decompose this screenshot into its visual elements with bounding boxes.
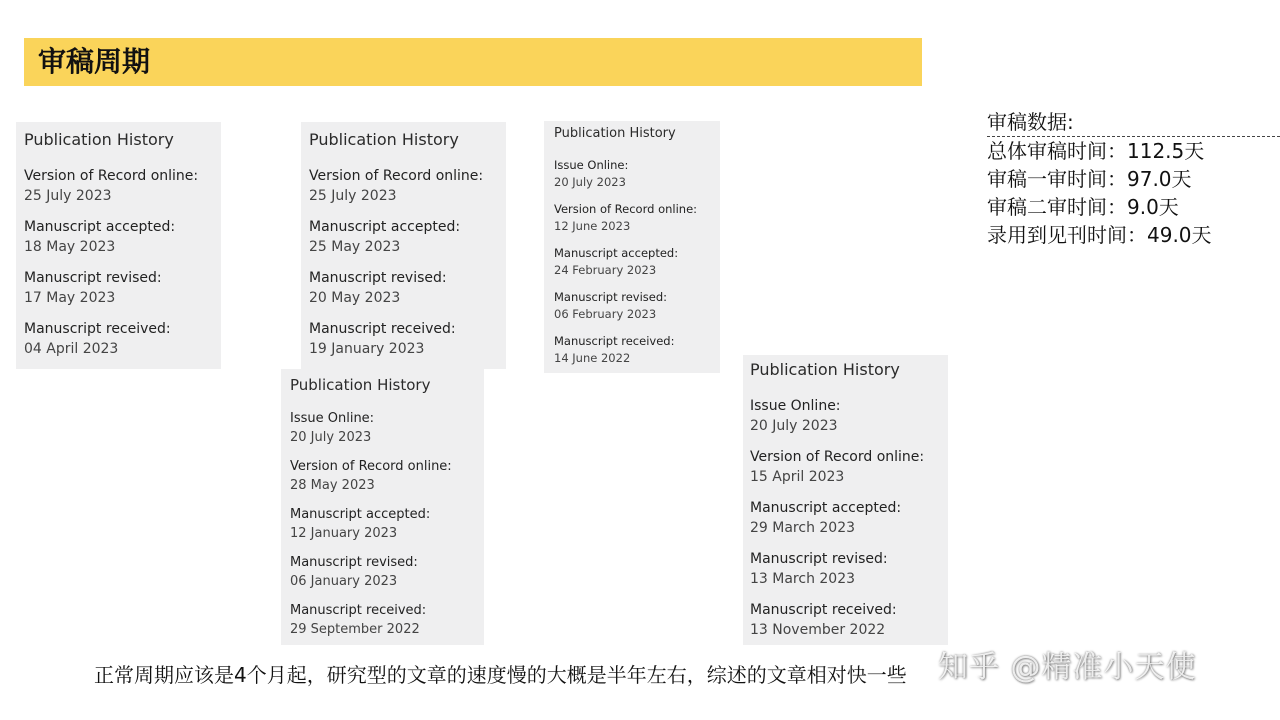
history-entry (309, 217, 498, 257)
history-entry (750, 600, 941, 640)
entry-date: 25 July 2023 (309, 188, 397, 204)
entry-date: 29 March 2023 (750, 520, 856, 536)
card-heading: Publication History (309, 130, 459, 149)
entry-label: Manuscript accepted: (309, 219, 461, 235)
history-entry (554, 201, 710, 235)
history-entry (554, 157, 710, 191)
entry-date: 06 February 2023 (554, 307, 657, 321)
card-heading: Publication History (554, 126, 676, 141)
entry-label: Manuscript accepted: (290, 507, 431, 522)
publication-history-card-4 (281, 369, 484, 645)
history-entry (24, 217, 213, 257)
history-entry (290, 457, 475, 495)
entry-date: 12 June 2023 (554, 219, 631, 233)
entry-date: 29 September 2022 (290, 622, 420, 637)
history-entry (290, 553, 475, 591)
entry-label: Manuscript received: (554, 334, 675, 348)
stats-accept-to-publish-time: 录用到见刊时间：49.0天 (987, 223, 1212, 247)
entry-date: 19 January 2023 (309, 341, 425, 357)
footer-note: 正常周期应该是4个月起，研究型的文章的速度慢的大概是半年左右，综述的文章相对快一些 (94, 663, 907, 687)
entry-label: Manuscript accepted: (24, 219, 176, 235)
entry-date: 20 May 2023 (309, 290, 401, 306)
entry-date: 24 February 2023 (554, 263, 657, 277)
publication-history-card-2 (301, 122, 506, 369)
entry-label: Version of Record online: (24, 168, 199, 184)
history-entry (290, 601, 475, 639)
entry-label: Manuscript revised: (554, 290, 668, 304)
entry-label: Version of Record online: (290, 459, 452, 474)
entry-label: Issue Online: (750, 398, 841, 414)
publication-history-card-3 (544, 121, 720, 373)
entry-label: Version of Record online: (750, 449, 925, 465)
entry-date: 13 March 2023 (750, 571, 856, 587)
entry-date: 17 May 2023 (24, 290, 116, 306)
entry-date: 13 November 2022 (750, 622, 886, 638)
history-entry (309, 166, 498, 206)
history-entry (750, 447, 941, 487)
stats-heading: 审稿数据: (987, 108, 1280, 137)
entry-label: Manuscript accepted: (554, 246, 679, 260)
publication-history-card-5 (743, 355, 948, 645)
entry-date: 20 July 2023 (290, 430, 372, 445)
page-title: 审稿周期 (38, 45, 151, 78)
entry-label: Manuscript revised: (750, 551, 888, 567)
entry-label: Issue Online: (554, 158, 629, 172)
entry-date: 25 July 2023 (24, 188, 112, 204)
history-entry (750, 396, 941, 436)
entry-date: 15 April 2023 (750, 469, 845, 485)
entry-date: 20 July 2023 (750, 418, 838, 434)
entry-label: Manuscript revised: (290, 555, 418, 570)
entry-date: 20 July 2023 (554, 175, 626, 189)
history-entry (24, 166, 213, 206)
entry-date: 12 January 2023 (290, 526, 398, 541)
watermark: 知乎 @精准小天使 (938, 650, 1197, 685)
history-entry (750, 498, 941, 538)
history-entry (290, 505, 475, 543)
history-entry (309, 319, 498, 359)
stats-second-review-time: 审稿二审时间：9.0天 (987, 195, 1179, 219)
entry-label: Manuscript received: (290, 603, 427, 618)
stats-first-review-time: 审稿一审时间：97.0天 (987, 167, 1192, 191)
entry-label: Manuscript revised: (309, 270, 447, 286)
entry-label: Version of Record online: (309, 168, 484, 184)
card-heading: Publication History (24, 130, 174, 149)
entry-label: Version of Record online: (554, 202, 698, 216)
review-stats (987, 108, 1280, 249)
entry-label: Manuscript received: (750, 602, 897, 618)
entry-date: 14 June 2022 (554, 351, 631, 365)
entry-label: Manuscript revised: (24, 270, 162, 286)
title-bar (24, 38, 922, 86)
entry-label: Manuscript received: (309, 321, 456, 337)
history-entry (554, 289, 710, 323)
history-entry (554, 333, 710, 367)
entry-label: Manuscript received: (24, 321, 171, 337)
history-entry (309, 268, 498, 308)
card-heading: Publication History (290, 376, 431, 394)
entry-date: 06 January 2023 (290, 574, 398, 589)
stats-total-review-time: 总体审稿时间：112.5天 (987, 139, 1205, 163)
entry-date: 18 May 2023 (24, 239, 116, 255)
card-heading: Publication History (750, 360, 900, 379)
entry-date: 25 May 2023 (309, 239, 401, 255)
history-entry (750, 549, 941, 589)
history-entry (24, 268, 213, 308)
entry-label: Manuscript accepted: (750, 500, 902, 516)
history-entry (554, 245, 710, 279)
entry-date: 28 May 2023 (290, 478, 375, 493)
publication-history-card-1 (16, 122, 221, 369)
entry-label: Issue Online: (290, 411, 375, 426)
entry-date: 04 April 2023 (24, 341, 119, 357)
history-entry (290, 409, 475, 447)
history-entry (24, 319, 213, 359)
